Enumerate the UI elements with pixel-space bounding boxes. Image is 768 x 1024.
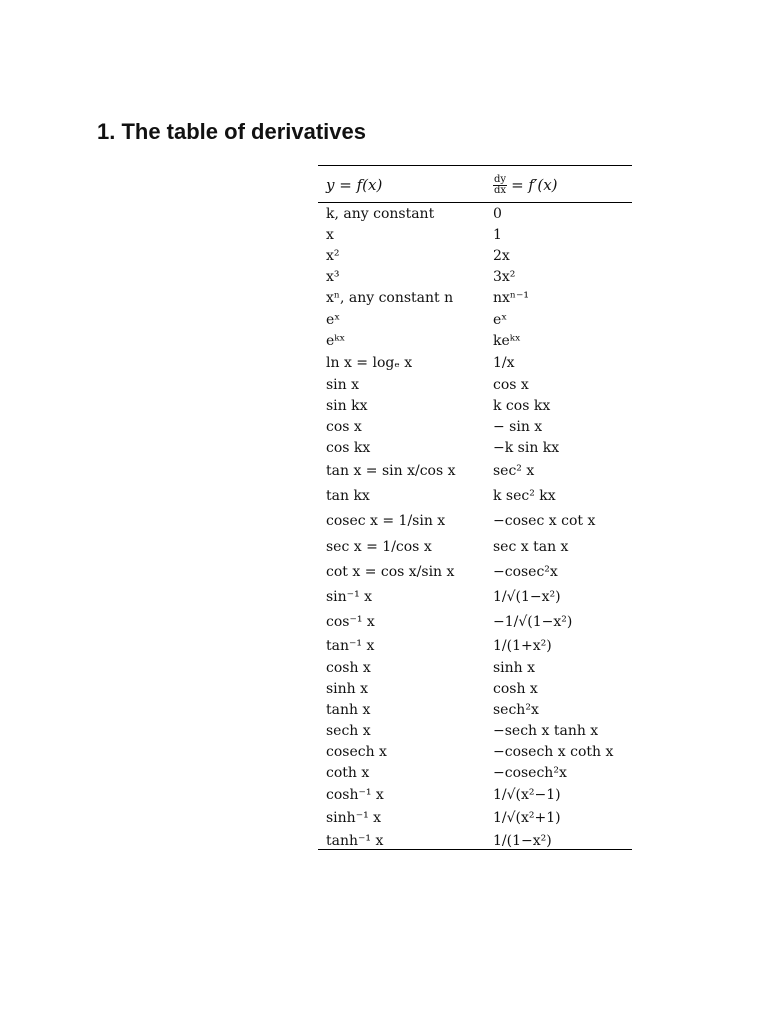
function-cell: sinh x (326, 680, 369, 697)
table-row (318, 374, 632, 395)
function-cell: k, any constant (326, 205, 435, 222)
derivative-cell: 1/(1+x²) (493, 638, 552, 654)
table-row (318, 330, 632, 351)
column-header-function: y = f(x) (326, 176, 383, 194)
table-row (318, 458, 632, 483)
table-row (318, 720, 632, 741)
table-row (318, 559, 632, 584)
derivative-cell: sinh x (493, 660, 536, 676)
table-row (318, 534, 632, 559)
derivative-cell: −k sin kx (493, 439, 560, 456)
table-row (318, 416, 632, 437)
function-cell: cosh x (326, 660, 371, 676)
fraction-denominator: dx (494, 184, 507, 196)
function-cell: cos x (326, 418, 362, 435)
function-cell: ln x = logₑ x (326, 354, 413, 371)
function-cell: tan kx (326, 487, 370, 504)
function-cell: sin⁻¹ x (326, 588, 373, 605)
function-cell: cos⁻¹ x (326, 613, 375, 630)
function-cell: cosech x (326, 743, 387, 760)
derivative-cell: 1/√(x²−1) (493, 786, 561, 803)
table-row (318, 609, 632, 634)
table-row (318, 699, 632, 720)
derivative-cell: 1 (493, 226, 502, 243)
derivative-cell: 1/√(1−x²) (493, 588, 561, 605)
derivative-cell: keᵏˣ (493, 332, 521, 349)
function-cell: cot x = cos x/sin x (326, 563, 455, 580)
derivative-cell: k sec² kx (493, 487, 556, 504)
table-row (318, 658, 632, 678)
derivative-cell: 1/x (493, 354, 515, 371)
table-row (318, 245, 632, 266)
table-bottom-rule (318, 849, 632, 850)
function-cell: cosec x = 1/sin x (326, 513, 446, 529)
section-heading: 1. The table of derivatives (97, 119, 366, 144)
function-cell: tan x = sin x/cos x (326, 462, 456, 479)
table-row (318, 309, 632, 330)
table-top-rule (318, 165, 632, 166)
table-row (318, 351, 632, 374)
column-header-derivative (493, 174, 558, 196)
function-cell: sinh⁻¹ x (326, 809, 382, 826)
derivatives-table-body (318, 203, 632, 852)
function-cell: cosh⁻¹ x (326, 786, 384, 803)
derivative-cell: −cosec x cot x (493, 513, 596, 529)
function-cell: sin x (326, 376, 360, 393)
derivative-cell: −cosec²x (493, 563, 558, 580)
derivative-cell: −sech x tanh x (493, 722, 599, 739)
derivative-cell: sec x tan x (493, 538, 569, 555)
table-row (318, 483, 632, 508)
function-cell: sech x (326, 722, 371, 739)
function-cell: x³ (326, 268, 340, 285)
function-cell: x² (326, 247, 340, 264)
table-row (318, 584, 632, 609)
derivative-cell: − sin x (493, 418, 543, 435)
derivative-cell: −1/√(1−x²) (493, 613, 573, 630)
function-cell: x (326, 226, 334, 243)
derivative-cell: sech²x (493, 701, 539, 718)
derivative-cell: 1/(1−x²) (493, 832, 552, 849)
derivative-cell: 0 (493, 205, 502, 222)
derivative-cell: cosh x (493, 680, 538, 697)
derivative-cell: eˣ (493, 311, 508, 328)
derivative-cell: 2x (493, 247, 510, 264)
table-row (318, 395, 632, 416)
function-cell: coth x (326, 764, 370, 781)
table-row (318, 437, 632, 458)
derivative-cell: nxⁿ⁻¹ (493, 290, 529, 306)
function-cell: tan⁻¹ x (326, 638, 375, 654)
function-cell: sin kx (326, 397, 368, 414)
dy-dx-fraction (493, 175, 507, 196)
function-cell: tanh x (326, 701, 371, 718)
derivative-cell: 1/√(x²+1) (493, 809, 561, 826)
table-row (318, 783, 632, 806)
derivative-cell: k cos kx (493, 397, 551, 414)
fraction-numerator: dy (494, 173, 507, 185)
derivative-cell: 3x² (493, 268, 516, 285)
derivative-cell: sec² x (493, 462, 535, 479)
table-row (318, 508, 632, 534)
derivative-notation: = f′(x) (511, 176, 558, 194)
derivative-cell: cos x (493, 376, 529, 393)
table-row (318, 224, 632, 245)
table-row (318, 287, 632, 309)
table-row (318, 266, 632, 287)
table-row (318, 741, 632, 762)
function-cell: sec x = 1/cos x (326, 538, 432, 555)
function-cell: cos kx (326, 439, 371, 456)
table-row (318, 203, 632, 224)
table-row (318, 678, 632, 699)
function-cell: xⁿ, any constant n (326, 290, 454, 306)
table-row (318, 806, 632, 829)
function-cell: eˣ (326, 311, 341, 328)
table-row (318, 634, 632, 658)
derivative-cell: −cosech²x (493, 764, 567, 781)
function-cell: eᵏˣ (326, 332, 346, 349)
function-cell: tanh⁻¹ x (326, 832, 384, 849)
derivative-cell: −cosech x coth x (493, 743, 614, 760)
table-row (318, 762, 632, 783)
